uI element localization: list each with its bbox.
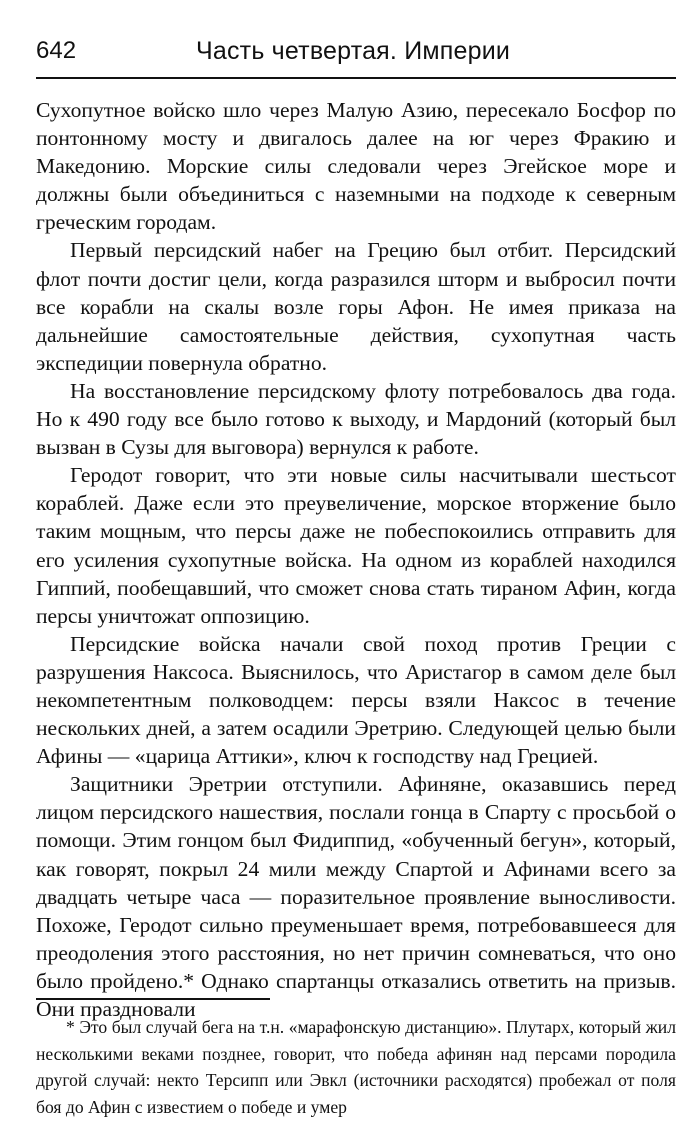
paragraph: Геродот говорит, что эти новые силы насчитывали шестьсот кораблей. Даже если это преувеличение, морское вторжение было таким мощным, что персы даже не побеспокоились отправить для его усиления сухопутные войска. На одном из кораблей находился Гиппий, пообещавший, что сможет снова стать тираном Афин, когда персы уничтожат оппозицию.	[36, 463, 676, 628]
page-header	[36, 36, 676, 72]
footnote-rule	[36, 998, 270, 1000]
paragraph: Первый персидский набег на Грецию был отбит. Персидский флот почти достиг цели, когда разразился шторм и выбросил почти все корабли на скалы возле горы Афон. Не имея приказа на дальнейшие самостоятельные действия, сухопутная часть экспедиции повернула обратно.	[36, 238, 676, 375]
header-rule	[36, 77, 676, 79]
paragraph: Сухопутное войско шло через Малую Азию, пересекало Босфор по понтонному мосту и двигалось далее на юг через Фракию и Македонию. Морские силы следовали через Эгейское море и должны были объединиться с наземными на подходе к северным греческим городам.	[36, 98, 676, 235]
page-number: 642	[36, 37, 77, 64]
paragraph: Персидские войска начали свой поход против Греции с разрушения Наксоса. Выяснилось, что Аристагор в самом деле был некомпетентным полководцем: персы взяли Наксос в течение нескольких дней, а затем осадили Эретрию. Следующей целью были Афины — «царица Аттики», ключ к господству над Грецией.	[36, 631, 676, 769]
paragraph: Защитники Эретрии отступили. Афиняне, оказавшись перед лицом персидского нашествия, послали гонца в Спарту с просьбой о помощи. Этим гонцом был Фидиппид, «обученный бегун», который, как говорят, покрыл 24 мили между Спартой и Афинами всего за двадцать четыре часа — поразительное проявление выносливости. Похоже, Геродот сильно преуменьшает время, потребовавшееся для преодоления этого расстояния, но нет причин сомневаться, что оно было пройдено.* Однако спартанцы отказались ответить на призыв. Они праздновали	[36, 772, 676, 1021]
footnote: * Это был случай бега на т.н. «марафонскую дистанцию». Плутарх, который жил несколькими веками позднее, говорит, что победа афинян над персами породила другой случай: некто Терсипп или Эвкл (источники расходятся) пробежал от поля боя до Афин с известием о победе и умер	[36, 1017, 676, 1117]
main-text	[36, 96, 676, 1023]
paragraph: На восстановление персидскому флоту потребовалось два года. Но к 490 году все было готово к выходу, и Мардоний (который был вызван в Сузы для выговора) вернулся к работе.	[36, 378, 676, 460]
running-head: Часть четвертая. Империи	[196, 37, 511, 65]
